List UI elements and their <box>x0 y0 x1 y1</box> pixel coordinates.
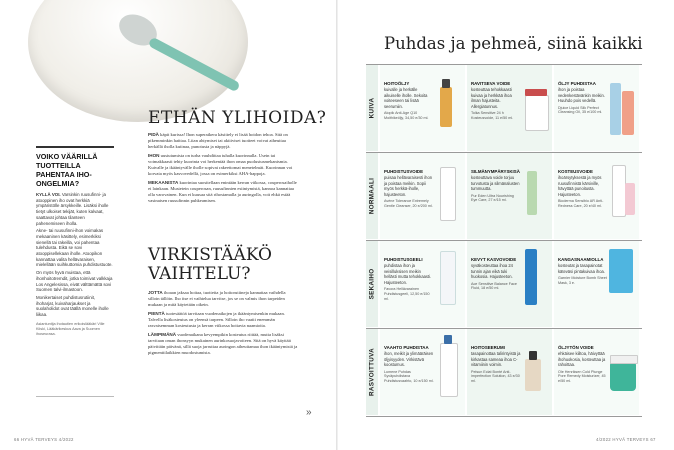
page-title: ETHÄN YLIHOIDA? <box>148 108 327 128</box>
product-bottle-image <box>440 167 456 221</box>
product-tube-image <box>612 165 626 217</box>
product-cap-image <box>610 355 638 364</box>
product-mask-pack-image <box>609 249 633 293</box>
sidebar-paragraph-3: On myös hyvä muistaa, että ihonhoitotremdit, jotka toimivat valkkaja Los Angelesissa, eivät välttämättä sovi Suomen talvi-ilmastoon. <box>36 270 113 293</box>
product-box-image <box>625 183 635 215</box>
product-cell: KEVYT KASVOVOIDE syväkosteuttaa ihoa 24 tunnin ajan eikä tuki huokosia. Hajusteeton. Ace Sensitive Balance Face Fluid, 18 e/50 ml. <box>467 241 552 327</box>
product-jar-image <box>525 95 549 131</box>
product-tube-image <box>527 171 537 215</box>
section-text <box>148 290 298 359</box>
sidebar-paragraph-1: KYLLÄ VOI. Varsinkin ruusufinni- ja atooppinen iho ovat herkkiä ympäristölle ärsykkeille. Lisäksi iholle tietyt ulkoiset tekijät, kuten kalvaat, saattavat johtaa tilanteen pahenemiseen iholla. <box>36 192 109 226</box>
product-cap-image <box>525 89 547 96</box>
band-dry <box>366 64 642 151</box>
product-cell: RAVITSEVA VOIDE kosteuttaa tehokkaasti kuivaa ja herkkää ihoa ilman hajusteita. Allergiatunnus. Tolka Sensitive 24 h Kosteusvoide, 11 e/50 ml. <box>467 65 552 151</box>
intro-paragraph-3: MEKAANISTA kuorintaa suositellaan enintään kerran viikossa, couperosaiholle ei lainkaan. Mustetein couperosan, ruusufinnien esiintymistä, kannoa kannattaa olla varovainen. Kun ei kuusaa sitä rihostamalla ja auringolla, voit ehkä estää vasinaisen ruusufinnin puhkeamisen. <box>148 180 297 203</box>
product-cell: ÖLJYTÖN VOIDE ehkäisee kiiltoa, häivyttää ihohuokosia, kosteuttaa ja rahoittaa. Ole Henriksen Cold Plunge Pore Remedy Moisturizer, 45 e/50 ml. <box>554 329 639 415</box>
sidebar-paragraph-4: Monikertaiset puhdistusrutiinit, ihoharjat, kuivaharjaukset ja suolaholidot ovat täällä monelle iholle liikaa. <box>36 294 109 318</box>
product-cap-image <box>444 335 452 344</box>
product-pump-image <box>440 343 458 397</box>
spine-divider <box>336 0 338 450</box>
product-bottle-image <box>610 83 621 135</box>
product-tube-image <box>525 249 537 305</box>
band-normal <box>366 152 642 239</box>
product-bottle-image <box>440 87 452 127</box>
product-cell: KOSTEUSVOIDE ihoärsytyksestä ja myös ruusufinnistä kärsiville, hävyttää punoitusta. Hajusteeton. Bioderma Sensibio AR Anti-Redness Care, 20 e/40 ml. <box>554 153 639 239</box>
product-cell: HOITOSEERUMI tasapainottaa talirintyistä ja kirkastaa sameaa ihoa C-vitamiinin voimin. Pelsun Eclat Bonté Anti-imperfection Solution, 43 e/30 ml. <box>467 329 552 415</box>
product-grid <box>366 64 642 420</box>
band-combination <box>366 240 642 327</box>
product-cell: VAAHTO PUHDISTAA ihon, meikit ja ylimääräisen öljyisyyden. Virkistävä koostumus. Lumene Puhdas Syväpuhdistava Puhdistusvaahto, 10 e/150 ml. <box>380 329 465 415</box>
section-paragraph-3: LÄMPIMÄNÄ vuodenaikana kevyempikin kosteutus riittää, mutta lisäksi tarvitaan oman ihonsyyn mukainen aurinkosuojavoiteen. Sitä on hyvä käyttää päivittäin päivänä, sillä suoja jarruttaa auringon aiheuttamaa ihon ikääntymistä ja pigmenttilaikkien muodostumista. <box>148 332 298 355</box>
band-label: KUIVA <box>366 65 378 151</box>
product-cell: KANGASNAAMIOLLA kosteutat ja tasapainotat käteväsi pintakuivaa ihoa. Garnier Moisture Bomb Sheet Mask, 3 e. <box>554 241 639 327</box>
sidebar-text <box>36 192 114 318</box>
chevron-right-icon: » <box>306 407 312 418</box>
band-oily <box>366 328 642 415</box>
product-cap-image <box>442 79 450 88</box>
sidebar-box <box>36 146 114 397</box>
intro-paragraph-2: IHON uusiutumista on turha vauhdittaa tuhalla kuorinnalla. Usein tai voimakkaasti tehty kuorinta voi herkentää ihon omaa puolustusmekanismia. Kuivalle ja ikääntyvälle iholle sopivat rakeettomat menetelmät. Kuorinnan voi korvata myös kasvovedellä, jossa on esimerkiksi AHA-happoja. <box>148 153 293 176</box>
product-cell: PUHDISTUSVOIDE puisaa hellävaraisesti ihon ja poistaa meikin. Sopii myös herkkä-iholle, hajusteeton. Avène Tolerance Extremely Gentle Cleanser, 20 e/200 ml. <box>380 153 465 239</box>
product-cell: SILMÄNYMPÄRYSKISÄ kosteuttava voide torjuu turvotusta ja silmänalusten tummuutta. Pur Eden Ultra Nourishing Eye Care, 27 e/15 ml. <box>467 153 552 239</box>
band-label: RASVOITTUVA <box>366 329 378 415</box>
grid-bottom-rule <box>366 416 642 417</box>
section-paragraph-1: JOTTA ihoaan jaksaa hoitaa, tuotteita ja hoitorutiineja kannattaa vaihdella silloin tällöin. Iho itse ei vaihtelua tarvitse, jos se on valmis ihon tarpeiden mukaan ja mitä käytetään oikein. <box>148 290 286 307</box>
sidebar-title: VOIKO VÄÄRILLÄ TUOTTEILLA PAHENTAA IHO-ONGELMIA? <box>36 152 98 188</box>
intro-text <box>148 132 298 207</box>
product-cell: HOITOÖLJY kuivalle ja herkälle aikuiselle iholle. Sekoita voiteeseen tai lisää seerumiin. Atopik Anti-Age Q10 Moithikeöljy, 34,50 e/30 ml. <box>380 65 465 151</box>
product-cell: PUHDISTUSGEELI puhdistaa ihon ja veisilluksisen meikin hellästi mutta tehokkaasti. Hajusteeton. Favora Hellävarainen Puhdistusgeeli, 12,50 e/150 ml. <box>380 241 465 327</box>
product-dropper-bottle-image <box>525 359 541 391</box>
spread-title: Puhdas ja pehmeä, siinä kaikki <box>384 34 643 53</box>
product-cell: ÖLJY PUHDISTAA ihon ja poistaa vedenkestävänkin meikin. Huuhdo pois vedellä. Djuice Liquid Silk Perfect Cleansing Oil, 35 e/100 ml. <box>554 65 639 151</box>
sidebar-source-note: Asiantuntija ihotautien erikoislääkäri Ville Kiiski, Lääkärikeskus Aava ja Suomen ihoseurasa. <box>36 321 105 336</box>
section-heading: VIRKISTÄÄKÖ VAIHTELU? <box>148 245 272 284</box>
band-label: SEKAIHO <box>366 241 378 327</box>
product-bottle-image <box>622 91 634 135</box>
intro-paragraph-1: PIDÄ käpit kurissa! Ihon superaikera käsittely ei lisää hoidon tehoa. Sitä on pikemminkin haittaa. Liian ahtymiset tai aktiiviset tuotteet voivat aiheuttaa herkällä iholla kutinaa, punotusta ja näppyjä. <box>148 132 288 149</box>
section-paragraph-2: PIENTÄ tuotesäätöä tarvitaan vuodenaikojen ja ikääntymisenkin mukaan. Talvella lisäkosteutus on yleensä tarpeen. Silloin iho vaatii enemmän rasvaisemman kosteutusta ja kerran viikossa hoitavia naamioita. <box>148 311 285 328</box>
product-jar-image <box>610 361 636 391</box>
product-bottle-image <box>440 251 456 305</box>
band-label: NORMAALI <box>366 153 378 239</box>
sidebar-paragraph-2: Akne- tai ruusufinni-ihon voimakas mekaaninen käsittely, esimerkiksi sienellä tai rakeilla, voi pahentaa tulehdusta. Eikä se sovi atooppisellekaan iholle. Atoopikon kannattaa valita hellävaraisen, mielellään suihkuttomia puhdistustuote. <box>36 228 113 268</box>
left-folio: 66 HYVÄ TERVEYS 4/2022 <box>14 437 74 442</box>
product-cap-image <box>529 351 537 360</box>
right-folio: 4/2022 HYVÄ TERVEYS 67 <box>596 437 656 442</box>
